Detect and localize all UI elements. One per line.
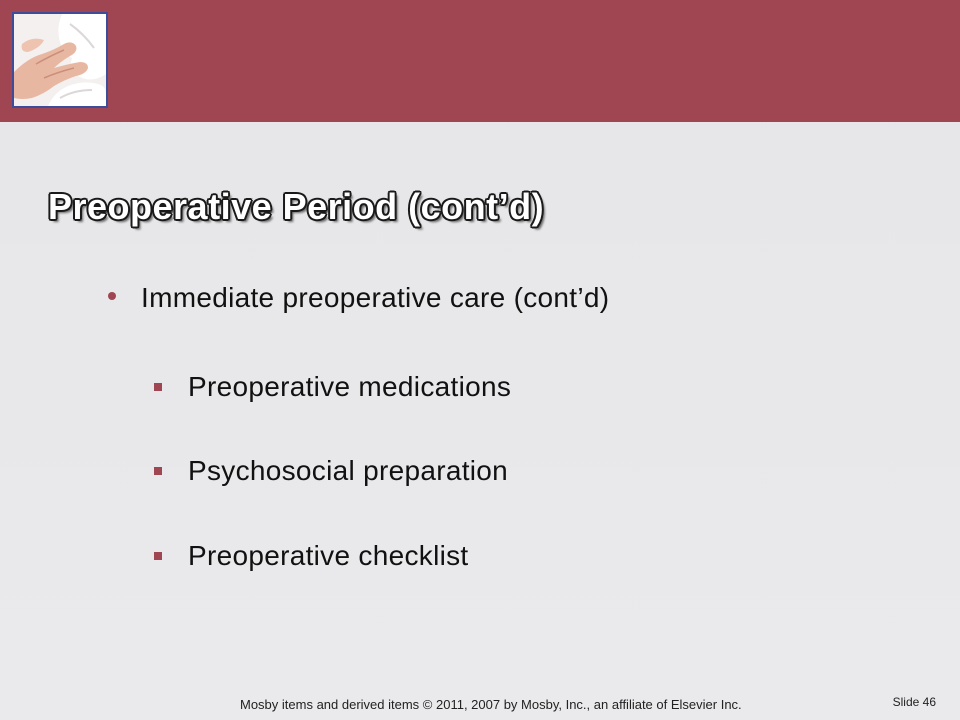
bullet-square-icon <box>154 467 162 475</box>
header-band <box>0 0 960 122</box>
sub-bullet-item <box>154 455 508 487</box>
sub-bullet-text: Psychosocial preparation <box>188 455 509 486</box>
footer-copyright: Mosby items and derived items © 2011, 2007 by Mosby, Inc., an affiliate of Elsevier Inc. <box>240 697 742 712</box>
bullet-item <box>108 282 609 314</box>
bullet-square-icon <box>154 383 162 391</box>
bullet-text: Immediate preoperative care (cont’d) <box>141 282 610 313</box>
sub-bullet-text: Preoperative medications <box>188 371 512 402</box>
slide-number: Slide 46 <box>892 695 936 709</box>
slide-title: Preoperative Period (cont’d) <box>48 186 545 227</box>
sub-bullet-text: Preoperative checklist <box>188 540 469 571</box>
bullet-dot-icon <box>108 292 116 300</box>
bullet-square-icon <box>154 552 162 560</box>
gloved-hands-photo <box>12 12 108 108</box>
sub-bullet-item <box>154 371 511 403</box>
sub-bullet-item <box>154 540 469 572</box>
